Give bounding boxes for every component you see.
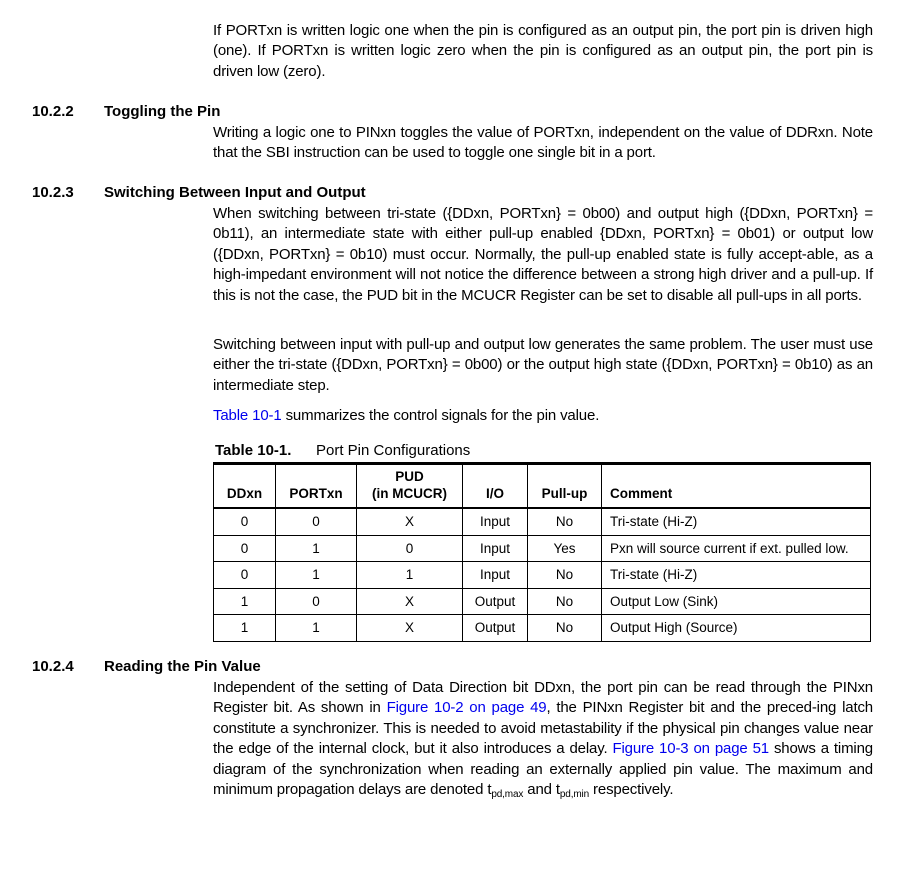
- cell-pullup: No: [528, 588, 602, 615]
- cell-pud: X: [357, 508, 463, 535]
- switching-paragraph-2: Switching between input with pull-up and output low generates the same problem. The user must use either the tri-state ({DDxn, PORTxn} = 0b00) or the output high state ({DDxn, PORTxn} = 0b10) as an intermediate step.: [213, 336, 873, 394]
- section-number: 10.2.2: [32, 103, 74, 120]
- table-row: [214, 588, 871, 615]
- table-10-1-link[interactable]: Table 10-1: [213, 407, 282, 424]
- cell-pud: 0: [357, 535, 463, 562]
- tpd-max-subscript: pd,max: [491, 789, 524, 801]
- cell-comment: Tri-state (Hi-Z): [602, 562, 871, 589]
- cell-pud: 1: [357, 562, 463, 589]
- header-comment: Comment: [602, 464, 871, 509]
- port-pin-configurations-table: [213, 462, 871, 642]
- intro-paragraph: If PORTxn is written logic one when the pin is configured as an output pin, the port pin is driven high (one). If PORTxn is written logic zero when the pin is configured as an output pin, the port pin is driven low (zero).: [213, 22, 873, 80]
- reading-pin-paragraph: Independent of the setting of Data Direction bit DDxn, the port pin can be read through the PINxn Register bit. As shown in Figure 10-2 on page 49, the PINxn Register bit and the preced-ing latch constitute a synchronizer. This is needed to avoid metastability if the physical pin changes value near the edge of the internal clock, but it also introduces a delay. Figure 10-3 on page 51 shows a timing diagram of the synchronization when reading an externally applied pin value. The maximum and minimum propagation delays are denoted $t_{pd,max}$ and $t_{pd,min}$ respectively.: [213, 679, 874, 801]
- cell-ddxn: 1: [214, 615, 276, 642]
- cell-portxn: 0: [276, 588, 357, 615]
- section-number: 10.2.4: [32, 658, 74, 675]
- cell-pud: X: [357, 615, 463, 642]
- cell-comment: Tri-state (Hi-Z): [602, 508, 871, 535]
- figure-10-2-link[interactable]: Figure 10-2 on page 49: [386, 699, 547, 717]
- cell-io: Output: [463, 615, 528, 642]
- section-number: 10.2.3: [32, 184, 74, 201]
- table-caption-title: Port Pin Configurations: [316, 442, 471, 459]
- section-heading-10-2-2: [32, 102, 220, 122]
- tpd-min-subscript: pd,min: [559, 789, 590, 801]
- cell-io: Input: [463, 508, 528, 535]
- section-title: Switching Between Input and Output: [104, 184, 366, 201]
- table-row: [214, 535, 871, 562]
- cell-pullup: No: [528, 508, 602, 535]
- section-heading-10-2-4: [32, 657, 261, 677]
- cell-io: Input: [463, 562, 528, 589]
- header-io: I/O: [463, 464, 528, 509]
- section-heading-10-2-3: [32, 183, 366, 203]
- table-row: [214, 615, 871, 642]
- cell-pullup: No: [528, 562, 602, 589]
- table-caption-number: Table 10-1.: [215, 442, 292, 459]
- header-pud: PUD (in MCUCR): [357, 464, 463, 509]
- table-row: [214, 562, 871, 589]
- header-ddxn: DDxn: [214, 464, 276, 509]
- cell-portxn: 1: [276, 615, 357, 642]
- cell-portxn: 1: [276, 562, 357, 589]
- table-header-row: [214, 464, 871, 509]
- cell-io: Input: [463, 535, 528, 562]
- section-title: Reading the Pin Value: [104, 658, 261, 675]
- header-portxn: PORTxn: [276, 464, 357, 509]
- table-caption: [215, 441, 470, 461]
- cell-ddxn: 0: [214, 535, 276, 562]
- cell-ddxn: 0: [214, 508, 276, 535]
- cell-pullup: Yes: [528, 535, 602, 562]
- header-pullup: Pull-up: [528, 464, 602, 509]
- switching-paragraph-1: When switching between tri-state ({DDxn, PORTxn} = 0b00) and output high ({DDxn, PORTxn} = 0b11), an intermediate state with either pull-up enabled {DDxn, PORTxn} = 0b01) or output low ({DDxn, PORTxn} = 0b10) must occur. Normally, the pull-up enabled state is fully accept-able, as a high-impedant environment will not notice the difference between a strong high driver and a pull-up. If this is not the case, the PUD bit in the MCUCR Register can be set to disable all pull-ups in all ports.: [213, 205, 873, 304]
- cell-comment: Pxn will source current if ext. pulled low.: [602, 535, 871, 562]
- table-reference-text: summarizes the control signals for the pin value.: [281, 407, 600, 424]
- cell-ddxn: 1: [214, 588, 276, 615]
- cell-io: Output: [463, 588, 528, 615]
- cell-pullup: No: [528, 615, 602, 642]
- cell-portxn: 0: [276, 508, 357, 535]
- figure-10-3-link[interactable]: Figure 10-3 on page 51: [612, 740, 769, 758]
- cell-comment: Output High (Source): [602, 615, 871, 642]
- section-title: Toggling the Pin: [104, 103, 221, 120]
- table-reference-paragraph: [213, 406, 873, 426]
- cell-comment: Output Low (Sink): [602, 588, 871, 615]
- table-row: [214, 508, 871, 535]
- cell-pud: X: [357, 588, 463, 615]
- cell-portxn: 1: [276, 535, 357, 562]
- cell-ddxn: 0: [214, 562, 276, 589]
- toggling-paragraph: Writing a logic one to PINxn toggles the value of PORTxn, independent on the value of DDRxn. Note that the SBI instruction can be used to toggle one single bit in a port.: [213, 124, 873, 162]
